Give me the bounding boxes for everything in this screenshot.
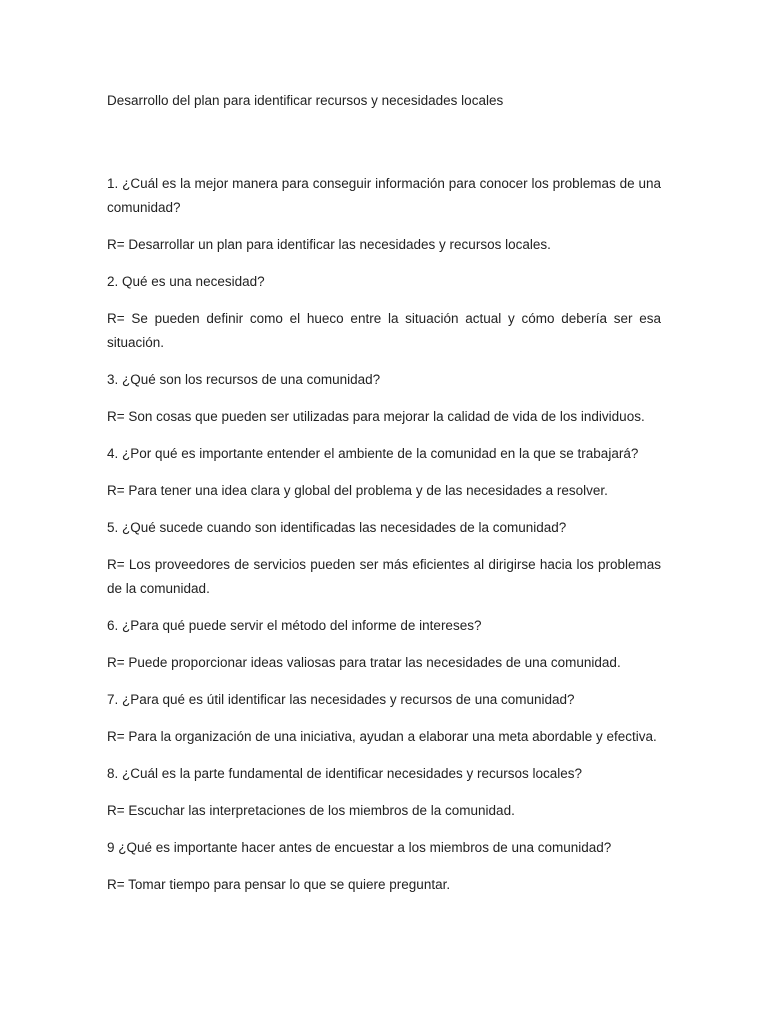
qa-list [107, 172, 661, 897]
question-1: 1. ¿Cuál es la mejor manera para conseguir información para conocer los problemas de una comunidad? [107, 176, 661, 215]
question-4: 4. ¿Por qué es importante entender el ambiente de la comunidad en la que se trabajará? [107, 446, 639, 461]
answer-3: R= Son cosas que pueden ser utilizadas para mejorar la calidad de vida de los individuos. [107, 409, 645, 424]
answer-7: R= Para la organización de una iniciativa, ayudan a elaborar una meta abordable y efectiva. [107, 729, 657, 744]
answer-2: R= Se pueden definir como el hueco entre la situación actual y cómo debería ser esa situación. [107, 311, 661, 350]
question-3: 3. ¿Qué son los recursos de una comunidad? [107, 372, 381, 387]
question-6: 6. ¿Para qué puede servir el método del informe de intereses? [107, 618, 482, 633]
document-page [107, 90, 661, 910]
answer-4: R= Para tener una idea clara y global del problema y de las necesidades a resolver. [107, 483, 608, 498]
question-2: 2. Qué es una necesidad? [107, 274, 265, 289]
document-title: Desarrollo del plan para identificar recursos y necesidades locales [107, 93, 504, 108]
question-8: 8. ¿Cuál es la parte fundamental de identificar necesidades y recursos locales? [107, 766, 583, 781]
answer-6: R= Puede proporcionar ideas valiosas para tratar las necesidades de una comunidad. [107, 655, 621, 670]
answer-5: R= Los proveedores de servicios pueden ser más eficientes al dirigirse hacia los problemas de la comunidad. [107, 557, 661, 596]
question-5: 5. ¿Qué sucede cuando son identificadas las necesidades de la comunidad? [107, 520, 567, 535]
question-7: 7. ¿Para qué es útil identificar las necesidades y recursos de una comunidad? [107, 692, 575, 707]
question-9: 9 ¿Qué es importante hacer antes de encuestar a los miembros de una comunidad? [107, 840, 612, 855]
answer-9: R= Tomar tiempo para pensar lo que se quiere preguntar. [107, 877, 451, 892]
answer-1: R= Desarrollar un plan para identificar las necesidades y recursos locales. [107, 237, 551, 252]
answer-8: R= Escuchar las interpretaciones de los miembros de la comunidad. [107, 803, 515, 818]
